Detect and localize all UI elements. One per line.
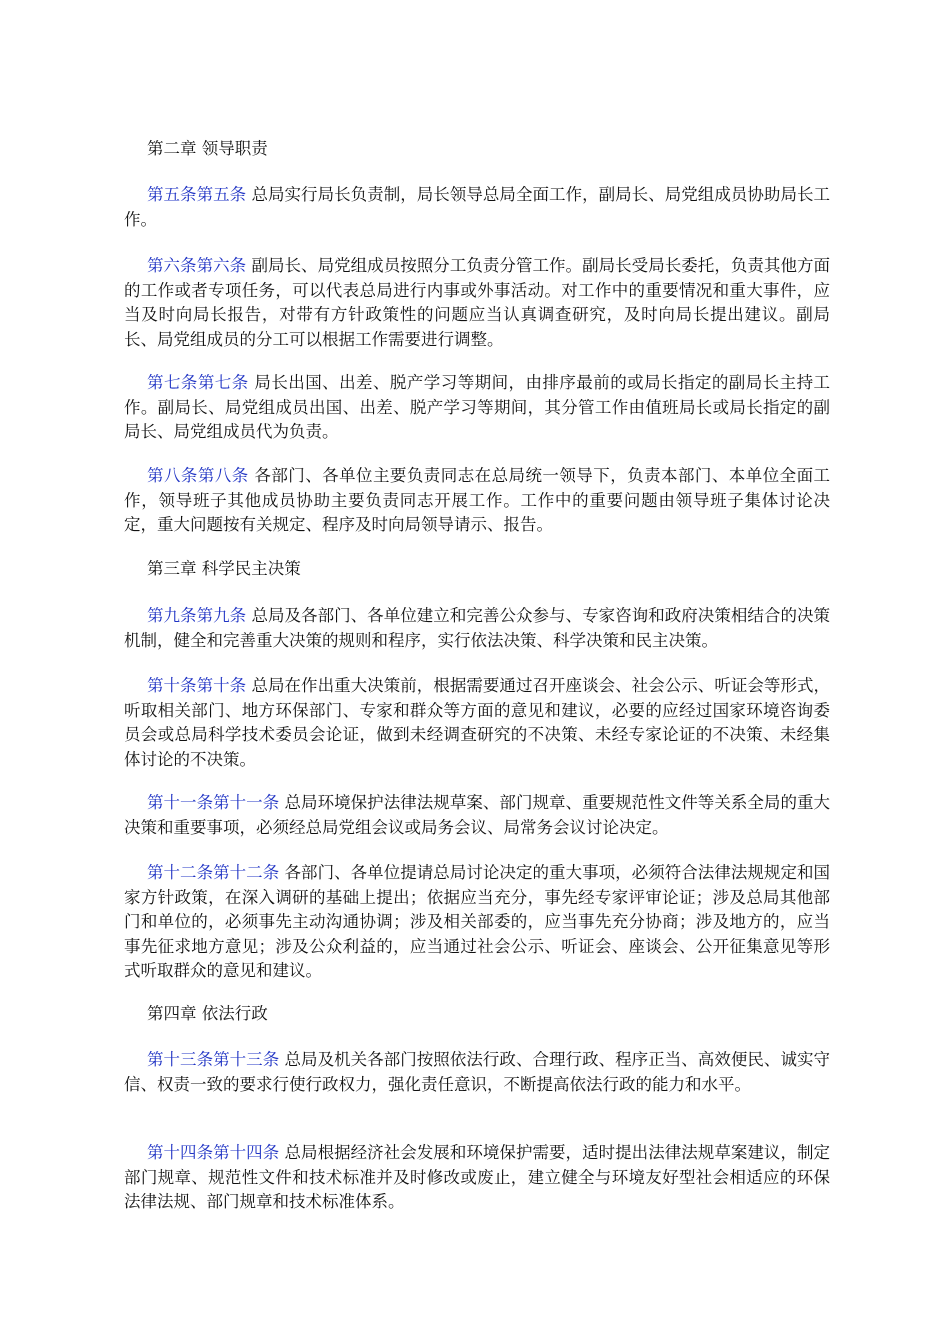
article-text: 副局长、局党组成员按照分工负责分管工作。副局长受局长委托，负责其他方面的工作或者专项任务，可以代表总局进行内事或外事活动。对工作中的重要情况和重大事件，应当及时向局长报告，对带有方针政策性的问题应当认真调查研究，及时向局长提出建议。副局长、局党组成员的分工可以根据工作需要进行调整。 [124, 256, 831, 349]
article-text: 总局实行局长负责制，局长领导总局全面工作，副局长、局党组成员协助局长工作。 [124, 185, 831, 229]
article-text: 总局及各部门、各单位建立和完善公众参与、专家咨询和政府决策相结合的决策机制，健全和完善重大决策的规则和程序，实行依法决策、科学决策和民主决策。 [124, 606, 831, 650]
article-paragraph [124, 254, 830, 352]
article-paragraph [124, 861, 830, 984]
article-text: 各部门、各单位主要负责同志在总局统一领导下，负责本部门、本单位全面工作，领导班子其他成员协助主要负责同志开展工作。工作中的重要问题由领导班子集体讨论决定，重大问题按有关规定、程序及时向局领导请示、报告。 [124, 466, 831, 534]
article-number: 第六条第六条 [147, 256, 247, 275]
article-text: 总局及机关各部门按照依法行政、合理行政、程序正当、高效便民、诚实守信、权责一致的要求行使行政权力，强化责任意识，不断提高依法行政的能力和水平。 [124, 1050, 831, 1094]
article-number: 第十二条第十二条 [147, 863, 280, 882]
article-number: 第十条第十条 [147, 676, 247, 695]
article-paragraph [124, 183, 830, 232]
article-text: 总局在作出重大决策前，根据需要通过召开座谈会、社会公示、听证会等形式，听取相关部门、地方环保部门、专家和群众等方面的意见和建议，必要的应经过国家环境咨询委员会或总局科学技术委员会论证，做到未经调查研究的不决策、未经专家论证的不决策、未经集体讨论的不决策。 [124, 676, 831, 769]
article-number: 第十三条第十三条 [147, 1050, 280, 1069]
article-number: 第八条第八条 [147, 466, 249, 485]
article-paragraph [124, 674, 830, 772]
article-paragraph [124, 371, 830, 445]
article-paragraph [124, 791, 830, 840]
article-paragraph [124, 1141, 830, 1215]
article-text: 总局环境保护法律法规草案、部门规章、重要规范性文件等关系全局的重大决策和重要事项，必须经总局党组会议或局务会议、局常务会议讨论决定。 [124, 793, 831, 837]
article-number: 第十一条第十一条 [147, 793, 280, 812]
chapter-heading: 第二章 领导职责 [147, 139, 268, 158]
article-number: 第九条第九条 [147, 606, 247, 625]
article-paragraph [124, 1048, 830, 1097]
chapter-heading: 第四章 依法行政 [147, 1004, 268, 1023]
article-text: 总局根据经济社会发展和环境保护需要，适时提出法律法规草案建议，制定部门规章、规范性文件和技术标准并及时修改或废止，建立健全与环境友好型社会相适应的环保法律法规、部门规章和技术标准体系。 [124, 1143, 831, 1211]
article-text: 局长出国、出差、脱产学习等期间，由排序最前的或局长指定的副局长主持工作。副局长、局党组成员出国、出差、脱产学习等期间，其分管工作由值班局长或局长指定的副局长、局党组成员代为负责。 [124, 373, 831, 441]
article-number: 第五条第五条 [147, 185, 247, 204]
article-number: 第十四条第十四条 [147, 1143, 280, 1162]
chapter-heading: 第三章 科学民主决策 [147, 559, 301, 578]
article-paragraph [124, 604, 830, 653]
article-text: 各部门、各单位提请总局讨论决定的重大事项，必须符合法律法规规定和国家方针政策，在深入调研的基础上提出；依据应当充分，事先经专家评审论证；涉及总局其他部门和单位的，必须事先主动沟通协调；涉及相关部委的，应当事先充分协商；涉及地方的，应当事先征求地方意见；涉及公众利益的，应当通过社会公示、听证会、座谈会、公开征集意见等形式听取群众的意见和建议。 [124, 863, 831, 980]
article-number: 第七条第七条 [147, 373, 249, 392]
article-paragraph [124, 464, 830, 538]
